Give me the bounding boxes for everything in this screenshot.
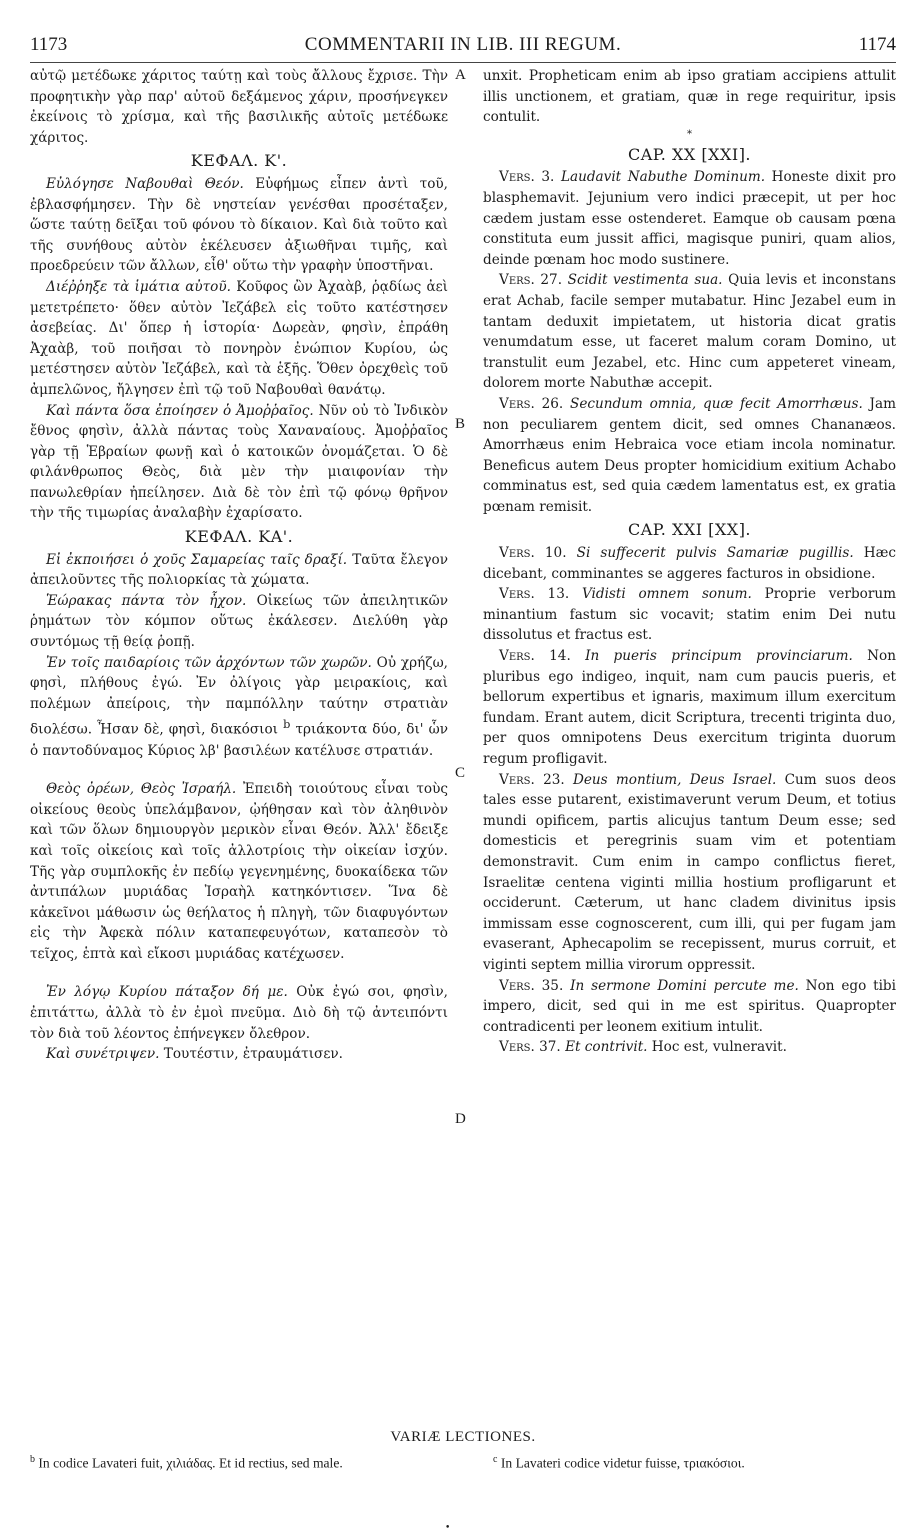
latin-verse-37 bbox=[483, 1037, 896, 1058]
verse-label: Vers. 26. bbox=[499, 395, 564, 412]
greek-text: Ταῦτα ἔλεγον ἀπειλοῦντες τῆς πολιορκίας τὰ χώματα. bbox=[30, 551, 448, 589]
asterisk-mark: * bbox=[687, 128, 692, 140]
latin-column bbox=[483, 66, 896, 1058]
latin-text: Non ego tibi impero, dicit, sed qui in me est spiritus. Quapropter contradicenti per leonem exitium intulit. bbox=[483, 977, 896, 1035]
latin-text: Cum suos deos tales esse putarent, existimaverunt verum Deum, et totius mundi opificem, partis alicujus tantum Deum esse; sed domesticis et peregrinis suam vim et potentiam demonstravit. Cum enim in campo conflictus fieret, Israelitæ centena viginti millia hostium profligarunt et occiderunt. Cæterum, ut hanc cladem divinitus ipsis immissam esse cognoscerent, cum illi, qui per fugam jam evaserant, Aphecapolim se recepissent, murus corruit, et viginti septem millia virorum oppressit. bbox=[483, 771, 896, 973]
greek-paragraph-6 bbox=[30, 653, 448, 762]
verse-label: Vers. 37. bbox=[499, 1039, 561, 1056]
latin-lemma: Laudavit Nabuthe Dominum. bbox=[560, 169, 766, 186]
greek-text: Οὐ χρήζω, φησὶ, πλήθους ἐγώ. Ἐν ὀλίγοις γὰρ μειρακίοις, καὶ πολέμων ἀπείροις, τὴν παμπόλλην ταύτην στρατιὰν διολέσω. Ἦσαν δὲ, φησὶ, διακόσιοι bbox=[30, 654, 449, 738]
latin-chapter-heading-20: CAP. XX [XXI]. bbox=[627, 144, 752, 164]
margin-letter-d: D bbox=[455, 1111, 466, 1127]
latin-verse-13 bbox=[483, 584, 896, 646]
latin-verse-35 bbox=[483, 976, 896, 1038]
latin-text: Non pluribus ego indigeo, inquit, nam cum paucis pueris, et bellorum expertibus et ignaris, maximum illum exercitum fundam. Erant autem, dicit Scriptura, trecenti triginta duo, per quos omnipotens Deus exercitum triginta duorum regum profligavit. bbox=[483, 648, 896, 767]
greek-text: Οὐκ ἐγώ σοι, φησὶν, ἐπιτάττω, ἀλλὰ τὸ ἐν ἐμοὶ πνεῦμα. Διὸ δὴ τῷ ἀντειπόντι τὸν διὰ τοῦ λέοντος ἐπήνεγκεν ὄλεθρον. bbox=[30, 984, 448, 1042]
footnote-c bbox=[493, 1451, 896, 1473]
verse-label: Vers. 35. bbox=[499, 977, 564, 994]
greek-lemma: Θεὸς ὀρέων, Θεὸς Ἰσραήλ. bbox=[46, 781, 237, 798]
footnote-b bbox=[30, 1451, 470, 1473]
footer-mark: • bbox=[445, 1523, 451, 1533]
footnote-ref-b: b bbox=[283, 717, 291, 732]
latin-verse-23 bbox=[483, 770, 896, 976]
footnote-text: In Lavateri codice videtur fuisse, τριακόσιοι. bbox=[497, 1455, 745, 1471]
latin-lemma: Vidisti omnem sonum. bbox=[581, 586, 752, 603]
verse-label: Vers. 3. bbox=[499, 169, 555, 186]
greek-text: Τουτέστιν, ἐτραυμάτισεν. bbox=[159, 1046, 343, 1063]
latin-lemma: Deus montium, Deus Israel. bbox=[572, 771, 777, 788]
margin-letter-a: A bbox=[455, 67, 466, 83]
greek-paragraph-2 bbox=[30, 277, 448, 401]
greek-paragraph-1 bbox=[30, 174, 448, 277]
greek-intro: αὐτῷ μετέδωκε χάριτος ταύτῃ καὶ τοὺς ἄλλους ἔχρισε. Τὴν προφητικὴν γὰρ παρ' αὐτοῦ δεξάμενος χάριν, προσήνεγκεν ἐκείνοις τὸ χρίσμα, καὶ τῆς βασιλικῆς αὐτοῖς μετέδωκε χάριτος. bbox=[30, 68, 448, 146]
footnote-mark-c: c bbox=[493, 1454, 498, 1465]
greek-lemma: Εὐλόγησε Ναβουθαὶ Θεόν. bbox=[46, 175, 244, 192]
greek-lemma: Εἰ ἐκποιήσει ὁ χοῦς Σαμαρείας ταῖς δραξί. bbox=[46, 551, 348, 568]
greek-paragraph-5 bbox=[30, 591, 448, 653]
spacer bbox=[30, 964, 448, 982]
greek-lemma: Διέῤῥηξε τὰ ἱμάτια αὐτοῦ. bbox=[46, 278, 231, 295]
latin-lemma: Secundum omnia, quæ fecit Amorrhæus. bbox=[570, 395, 863, 412]
latin-lemma: Et contrivit. bbox=[565, 1039, 648, 1056]
verse-label: Vers. 14. bbox=[499, 648, 571, 665]
margin-letter-c: C bbox=[455, 765, 466, 781]
page-number-left: 1173 bbox=[30, 34, 68, 55]
greek-text: Εὐφήμως εἶπεν ἀντὶ τοῦ, ἐβλασφήμησεν. Τὴν δὲ νηστείαν γενέσθαι προσέταξεν, ὥστε ταύτῃ δεῖξαι τοῦ φόνου τὸ δίκαιον. Καὶ διὰ τοῦτο καὶ τῆς συνήθους αὐτὸν ἐκέλευσεν ἀξιωθῆναι τιμῆς, καὶ προεδρεύειν τῶν ἄλλων, εἶθ' οὕτω τὴν γραφὴν ὑποστῆναι. bbox=[30, 175, 448, 275]
running-title: COMMENTARII IN LIB. III REGUM. bbox=[304, 34, 622, 55]
latin-intro: unxit. Propheticam enim ab ipso gratiam accipiens attulit illis unctionem, et gratiam, quæ in rege requiritur, ipsis contulit. bbox=[483, 68, 896, 126]
latin-text: Quia levis et inconstans erat Achab, facile semper mutabatur. Hinc Jezabel eum in tantam deduxit impietatem, ut historia dicat gratis venumdatum esse, ut faceret malum coram Domino, ut transtulit eum Jezabel, etc. Hinc cum appeteret vineam, dolorem morte Nabuthæ accepit. bbox=[483, 272, 897, 392]
greek-lemma: Ἐν λόγῳ Κυρίου πάταξον δή με. bbox=[46, 984, 288, 1001]
greek-text: Ἐπειδὴ τοιούτους εἶναι τοὺς οἰκείους θεοὺς ὑπελάμβανον, ᾠήθησαν καὶ τὸν ἀληθινὸν καὶ τῶν ὅλων δημιουργὸν μερικὸν εἶναι Θεόν. Ἀλλ' ἔδειξε καὶ τοῖς οἰκείοις καὶ τοῖς ἀλλοτρίοις τὴν οἰκείαν ἰσχύν. Τῆς γὰρ συμπλοκῆς ἐν πεδίῳ γεγενημένης, δυοκαίδεκα τῶν ἀντιπάλων μυριάδας Ἰσραὴλ κατηκόντισεν. Ἵνα δὲ κἀκεῖνοι μάθωσιν ὡς θεήλατος ἡ πληγὴ, τῶν διαφυγόντων εἰς τὴν Ἀφεκὰ πόλιν καταπεφευγότων, καταπεσὸν τὸ τεῖχος, ἑπτὰ καὶ εἴκοσι μυριάδας κατέχωσεν. bbox=[30, 781, 448, 962]
greek-paragraph-4 bbox=[30, 550, 448, 591]
footnote-text: In codice Lavateri fuit, χιλιάδας. Et id rectius, sed male. bbox=[35, 1455, 343, 1471]
latin-verse-26 bbox=[483, 394, 896, 518]
greek-text: Νῦν οὐ τὸ Ἰνδικὸν ἔθνος φησὶν, ἀλλὰ πάντας τοὺς Χαναναίους. Ἀμοῤῥαῖος γὰρ τῇ Ἑβραίων φωνῇ καὶ ὁ κατοικῶν ὀνομάζεται. Ὁ δὲ φιλάνθρωπος Θεὸς, διὰ μὲν τὴν μιαιφονίαν τὴν πανωλεθρίαν ἠπείλησεν. Διὰ δὲ τὸν ἐπὶ τῷ φόνῳ θρῆνον τὴν τῆς τιμωρίας ἀναλαβὴν ἐχαρίσατο. bbox=[30, 402, 448, 522]
latin-text: Jam non peculiarem gentem dicit, sed omnes Chananæos. Amorrhæus enim Hebraica voce etiam incola nominatur. Beneficus autem Deus propter homicidium exitium Achabo comminatus est, sed quia cædem lamentatus est, ex gratia pœnam remisit. bbox=[483, 395, 896, 515]
greek-paragraph-9 bbox=[30, 1044, 448, 1065]
latin-verse-3 bbox=[483, 167, 896, 270]
verse-label: Vers. 13. bbox=[499, 586, 570, 603]
latin-lemma: Scidit vestimenta sua. bbox=[567, 272, 723, 289]
page-header bbox=[30, 34, 896, 58]
latin-verse-10 bbox=[483, 543, 896, 584]
latin-text: Honeste dixit pro blasphemavit. Jejunium vero indici præcepit, ut per hoc cædem justam esse ostenderet. Eamque ob causam pœna constituta eum jussit affici, magisque puniri, quam alios, deinde pœnam hoc modo sustinere. bbox=[483, 169, 896, 268]
header-rule bbox=[30, 62, 896, 63]
latin-chapter-heading-21: CAP. XXI [XX]. bbox=[627, 520, 752, 540]
latin-verse-27 bbox=[483, 270, 896, 394]
greek-lemma: Ἐν τοῖς παιδαρίοις τῶν ἀρχόντων τῶν χωρῶν. bbox=[46, 654, 372, 671]
greek-paragraph-3 bbox=[30, 401, 448, 525]
verse-label: Vers. 27. bbox=[499, 272, 563, 289]
variae-lectiones-heading: VARIÆ LECTIONES. bbox=[390, 1429, 536, 1445]
verse-label: Vers. 23. bbox=[499, 771, 565, 788]
greek-text: Κοῦφος ὢν Ἀχαὰβ, ῥᾳδίως ἀεὶ μετετρέπετο· ὅθεν αὐτὸν Ἰεζάβελ εἰς τοῦτο κατέστησεν ἀσεβείας. Δι' ὅπερ ἡ ἱστορία· Δωρεὰν, φησὶν, ἐπράθη Ἀχαὰβ, τοῦ ποιῆσαι τὸ πονηρὸν ἐνώπιον Κυρίου, ὡς μετέστησεν αὐτὸν Ἰεζάβελ, καὶ τὰ ἑξῆς. Ὅθεν ὀρεχθεὶς τοῦ ἀμπελῶνος, ἤλγησεν ἐπὶ τῷ τοῦ Ναβουθαὶ θανάτῳ. bbox=[30, 278, 449, 398]
latin-verse-14 bbox=[483, 646, 896, 770]
greek-text: Οἰκείως τῶν ἀπειλητικῶν ῥημάτων τὸν κόμπον οὕτως ἐκάλεσεν. Διελύθη γὰρ συντόμως τῇ θείᾳ ῥοπῇ. bbox=[30, 592, 448, 651]
footnote-mark-b: b bbox=[30, 1454, 35, 1465]
page-number-right: 1174 bbox=[858, 34, 896, 55]
latin-text: Hoc est, vulneravit. bbox=[647, 1039, 787, 1056]
latin-lemma: In pueris principum provinciarum. bbox=[585, 648, 853, 665]
greek-lemma: Καὶ πάντα ὅσα ἐποίησεν ὁ Ἀμοῤῥαῖος. bbox=[46, 402, 314, 419]
greek-lemma: Ἑώρακας πάντα τὸν ἦχον. bbox=[46, 592, 247, 609]
greek-paragraph-7 bbox=[30, 779, 448, 964]
latin-lemma: In sermone Domini percute me. bbox=[570, 977, 799, 994]
latin-lemma: Si suffecerit pulvis Samariæ pugillis. bbox=[576, 545, 854, 562]
greek-chapter-heading-20: ΚΕΦΑΛ. Κ'. bbox=[190, 151, 288, 171]
latin-text: Hæc dicebant, comminantes se aggeres facturos in obsidione. bbox=[483, 545, 896, 582]
latin-text: Proprie verborum minantium fastum sic vocavit; statim enim Dei nutu dissolutus et fractus est. bbox=[483, 586, 896, 644]
verse-label: Vers. 10. bbox=[499, 545, 567, 562]
greek-lemma: Καὶ συνέτριψεν. bbox=[46, 1046, 160, 1063]
greek-text: τριάκοντα δύο, δι' ὧν ὁ παντοδύναμος Κύριος λβ' βασιλέων κατέλυσε στρατιάν. bbox=[30, 721, 448, 759]
greek-chapter-heading-21: ΚΕΦΑΛ. ΚΑ'. bbox=[184, 527, 294, 547]
greek-paragraph-8 bbox=[30, 982, 448, 1044]
margin-letter-b: B bbox=[455, 416, 466, 432]
greek-column bbox=[30, 66, 448, 1065]
spacer bbox=[30, 761, 448, 779]
